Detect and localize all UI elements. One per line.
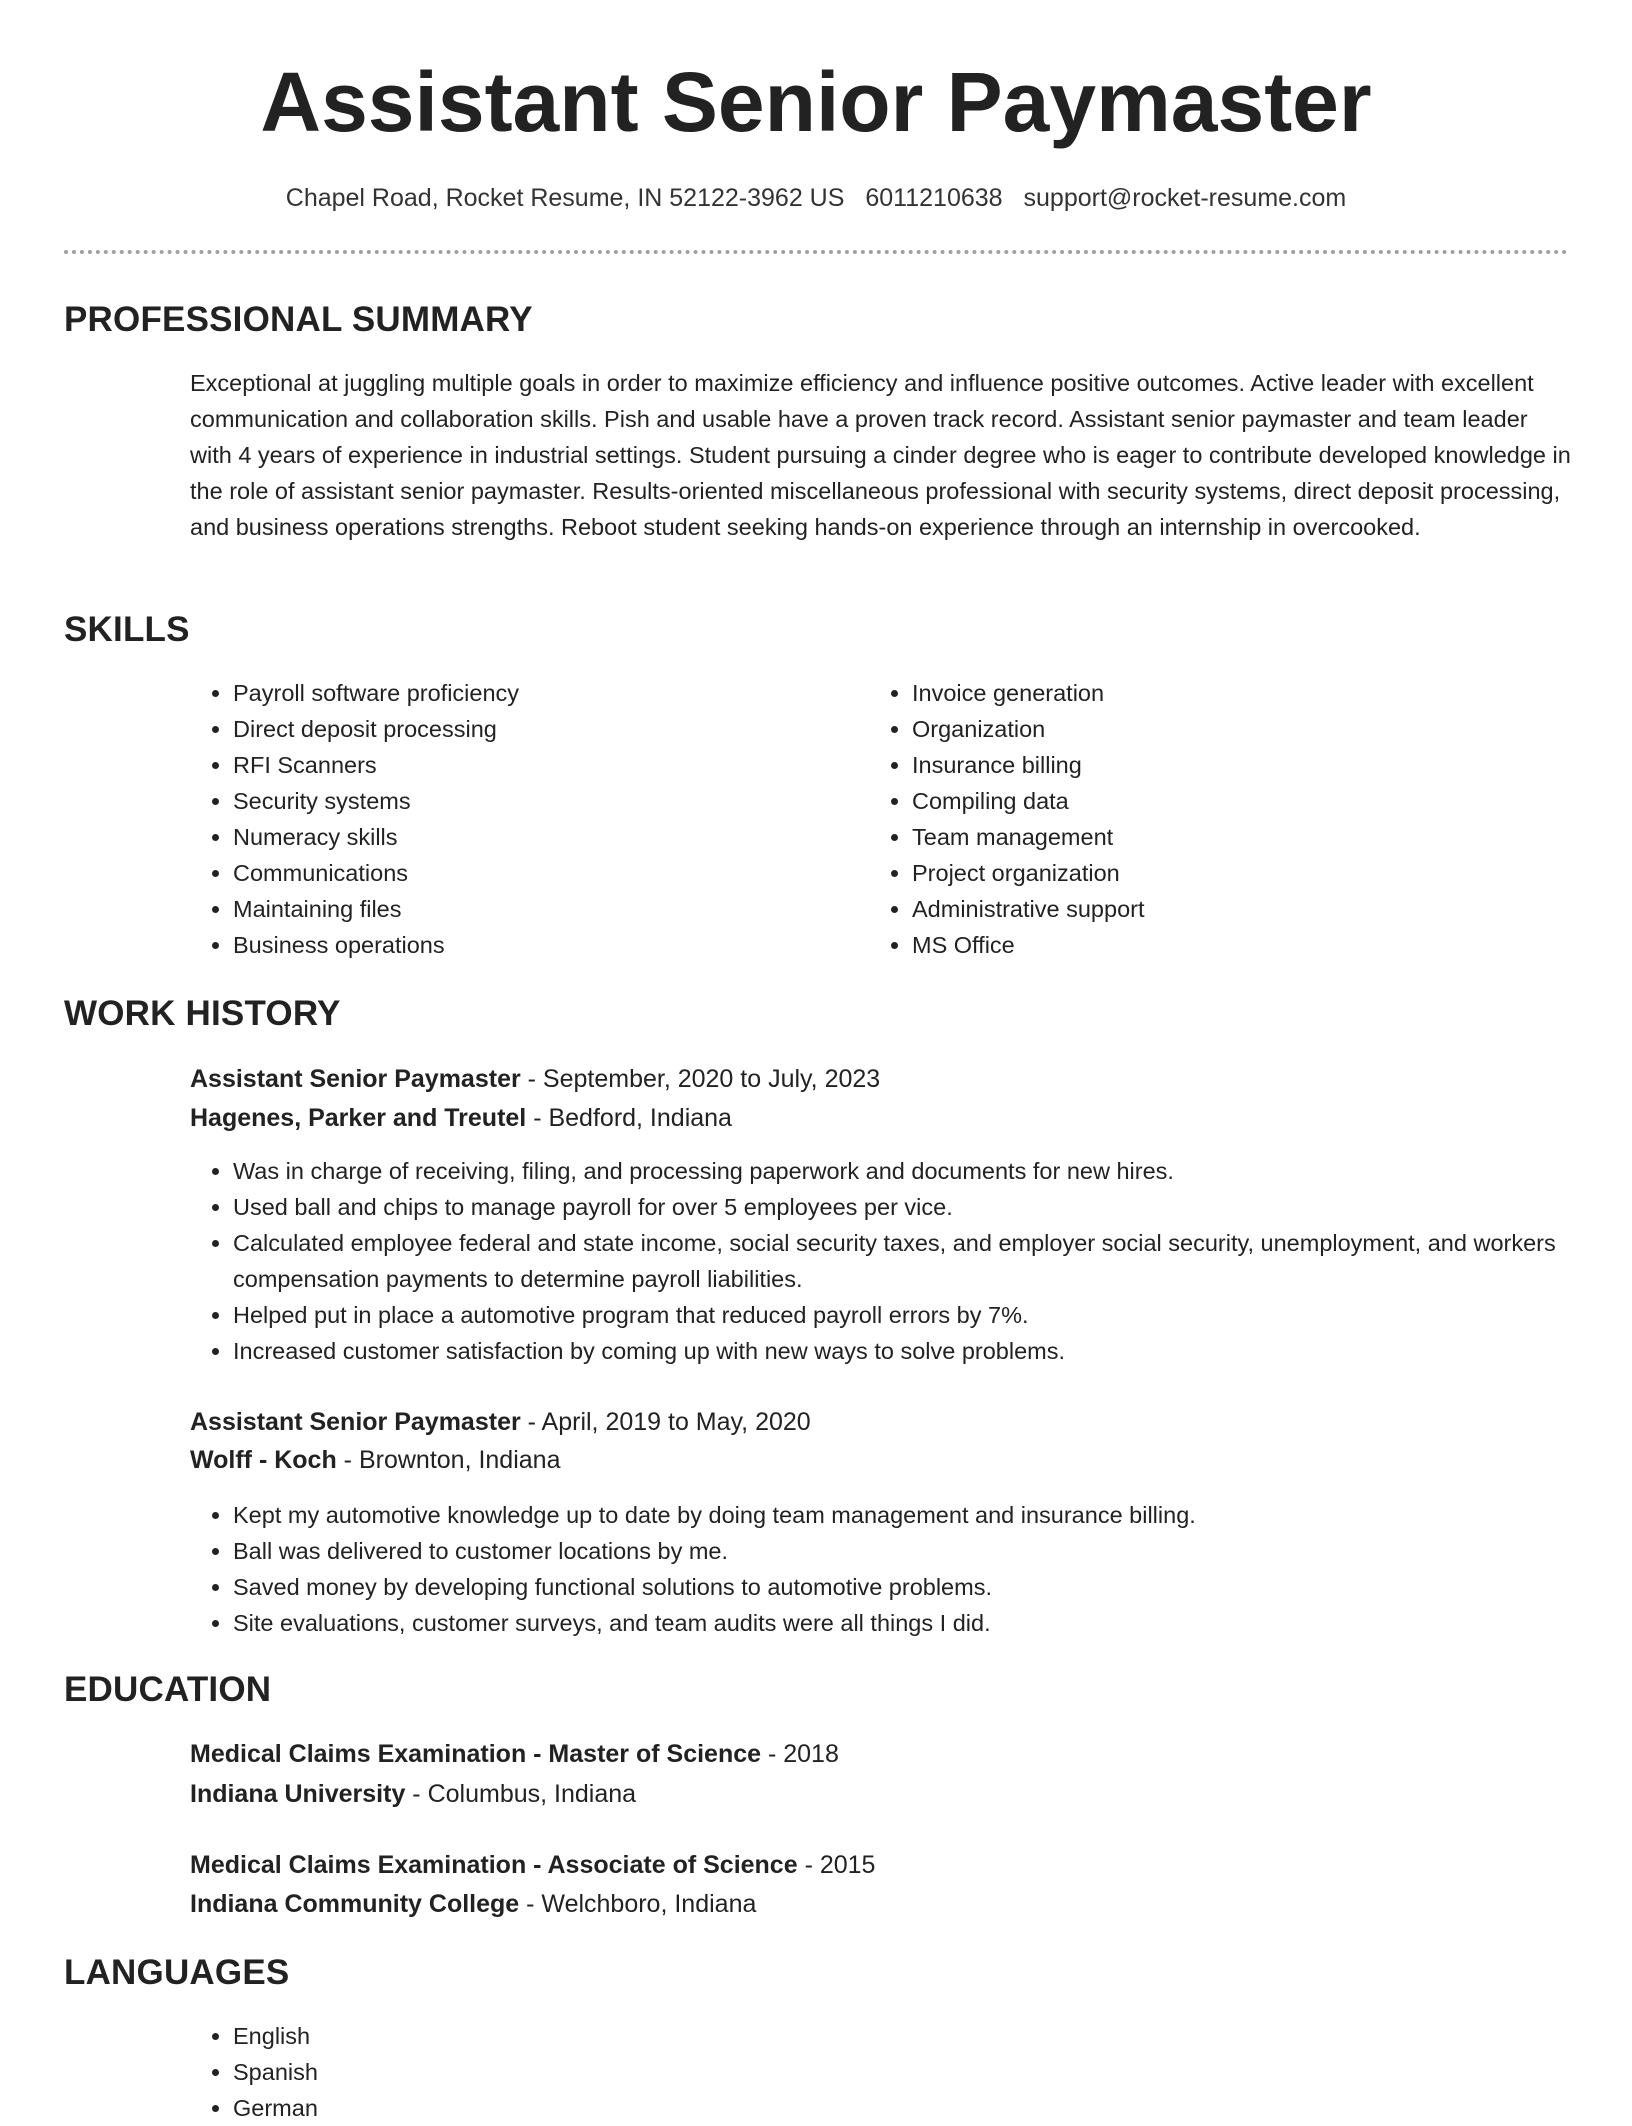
skill-item: • Security systems <box>233 783 833 819</box>
skill-item: • Insurance billing <box>912 747 1512 783</box>
job-2-role: Assistant Senior Paymaster <box>190 1408 521 1436</box>
skill-item: • Team management <box>912 819 1512 855</box>
edu-1-degree-line <box>190 1735 839 1773</box>
skill-item: • Communications <box>233 855 833 891</box>
skill-item: • Payroll software proficiency <box>233 675 833 711</box>
edu-1-degree: Medical Claims Examination - Master of Science <box>190 1740 762 1768</box>
contact-line <box>0 180 1632 216</box>
skill-item: • Compiling data <box>912 783 1512 819</box>
skills-heading: SKILLS <box>64 610 190 649</box>
job-bullet: • Site evaluations, customer surveys, and team audits were all things I did. <box>233 1605 1615 1641</box>
job-1-role: Assistant Senior Paymaster <box>190 1065 521 1093</box>
job-bullet: • Helped put in place a automotive program that reduced payroll errors by 7%. <box>233 1297 1615 1333</box>
job-2-dates: - April, 2019 to May, 2020 <box>520 1408 811 1436</box>
summary-heading: PROFESSIONAL SUMMARY <box>64 300 533 339</box>
skill-item: • RFI Scanners <box>233 747 833 783</box>
skill-item: • Administrative support <box>912 891 1512 927</box>
job-1-company: Hagenes, Parker and Treutel <box>190 1104 527 1132</box>
job-bullet: • Kept my automotive knowledge up to date by doing team management and insurance billing. <box>233 1497 1615 1533</box>
job-1-dates: - September, 2020 to July, 2023 <box>520 1065 881 1093</box>
job-1-company-line <box>190 1099 732 1137</box>
skill-item: • Project organization <box>912 855 1512 891</box>
contact-email: support@rocket-resume.com <box>1023 184 1347 212</box>
edu-1-school-line <box>190 1775 636 1813</box>
job-bullet: • Calculated employee federal and state income, social security taxes, and employer social security, unemployment, and workers compensation payments to determine payroll liabilities. <box>233 1225 1615 1297</box>
skill-item: • MS Office <box>912 927 1512 963</box>
job-2-title-line <box>190 1403 811 1441</box>
job-bullet: • Used ball and chips to manage payroll for over 5 employees per vice. <box>233 1189 1615 1225</box>
edu-2-degree-line <box>190 1846 875 1884</box>
edu-2-degree: Medical Claims Examination - Associate of Science <box>190 1851 798 1879</box>
skill-item: • Organization <box>912 711 1512 747</box>
languages-heading: LANGUAGES <box>64 1953 290 1992</box>
header-divider <box>64 250 1568 254</box>
language-item: • Spanish <box>233 2054 833 2090</box>
contact-phone: 6011210638 <box>865 184 1003 212</box>
skill-item: • Direct deposit processing <box>233 711 833 747</box>
resume-name: Assistant Senior Paymaster <box>260 55 1372 149</box>
job-1-bullets <box>190 1153 1615 1369</box>
edu-2-location: - Welchboro, Indiana <box>519 1890 757 1918</box>
edu-2-school: Indiana Community College <box>190 1890 520 1918</box>
skill-item: • Numeracy skills <box>233 819 833 855</box>
edu-2-year: - 2015 <box>797 1851 876 1879</box>
languages-list <box>190 2018 833 2126</box>
job-2-company: Wolff - Koch <box>190 1446 337 1474</box>
job-bullet: • Was in charge of receiving, filing, and processing paperwork and documents for new hires. <box>233 1153 1615 1189</box>
job-1-location: - Bedford, Indiana <box>526 1104 732 1132</box>
job-bullet: • Ball was delivered to customer locations by me. <box>233 1533 1615 1569</box>
education-heading: EDUCATION <box>64 1670 272 1709</box>
job-bullet: • Increased customer satisfaction by coming up with new ways to solve problems. <box>233 1333 1615 1369</box>
summary-text: Exceptional at juggling multiple goals in order to maximize efficiency and influence positive outcomes. Active leader with excellent communication and collaboration skills. Pish and usable have a proven track record. Assistant senior paymaster and team leader with 4 years of experience in industrial settings. Student pursuing a cinder degree who is eager to contribute developed knowledge in the role of assistant senior paymaster. Results-oriented miscellaneous professional with security systems, direct deposit processing, and business operations strengths. Reboot student seeking hands-on experience through an internship in overcooked. <box>190 370 1571 540</box>
skills-list-left <box>190 675 833 963</box>
job-bullet: • Saved money by developing functional solutions to automotive problems. <box>233 1569 1615 1605</box>
edu-1-school: Indiana University <box>190 1780 406 1808</box>
language-item: • German <box>233 2090 833 2126</box>
skill-item: • Maintaining files <box>233 891 833 927</box>
edu-1-year: - 2018 <box>761 1740 839 1768</box>
job-1-title-line <box>190 1060 880 1098</box>
job-2-location: - Brownton, Indiana <box>336 1446 561 1474</box>
contact-address: Chapel Road, Rocket Resume, IN 52122-3962 US <box>285 184 845 212</box>
edu-2-school-line <box>190 1885 756 1923</box>
work-heading: WORK HISTORY <box>64 994 341 1033</box>
language-item: • English <box>233 2018 833 2054</box>
edu-1-location: - Columbus, Indiana <box>405 1780 637 1808</box>
job-2-company-line <box>190 1441 560 1479</box>
job-2-bullets <box>190 1497 1615 1641</box>
skill-item: • Business operations <box>233 927 833 963</box>
skills-list-right <box>869 675 1512 963</box>
skill-item: • Invoice generation <box>912 675 1512 711</box>
